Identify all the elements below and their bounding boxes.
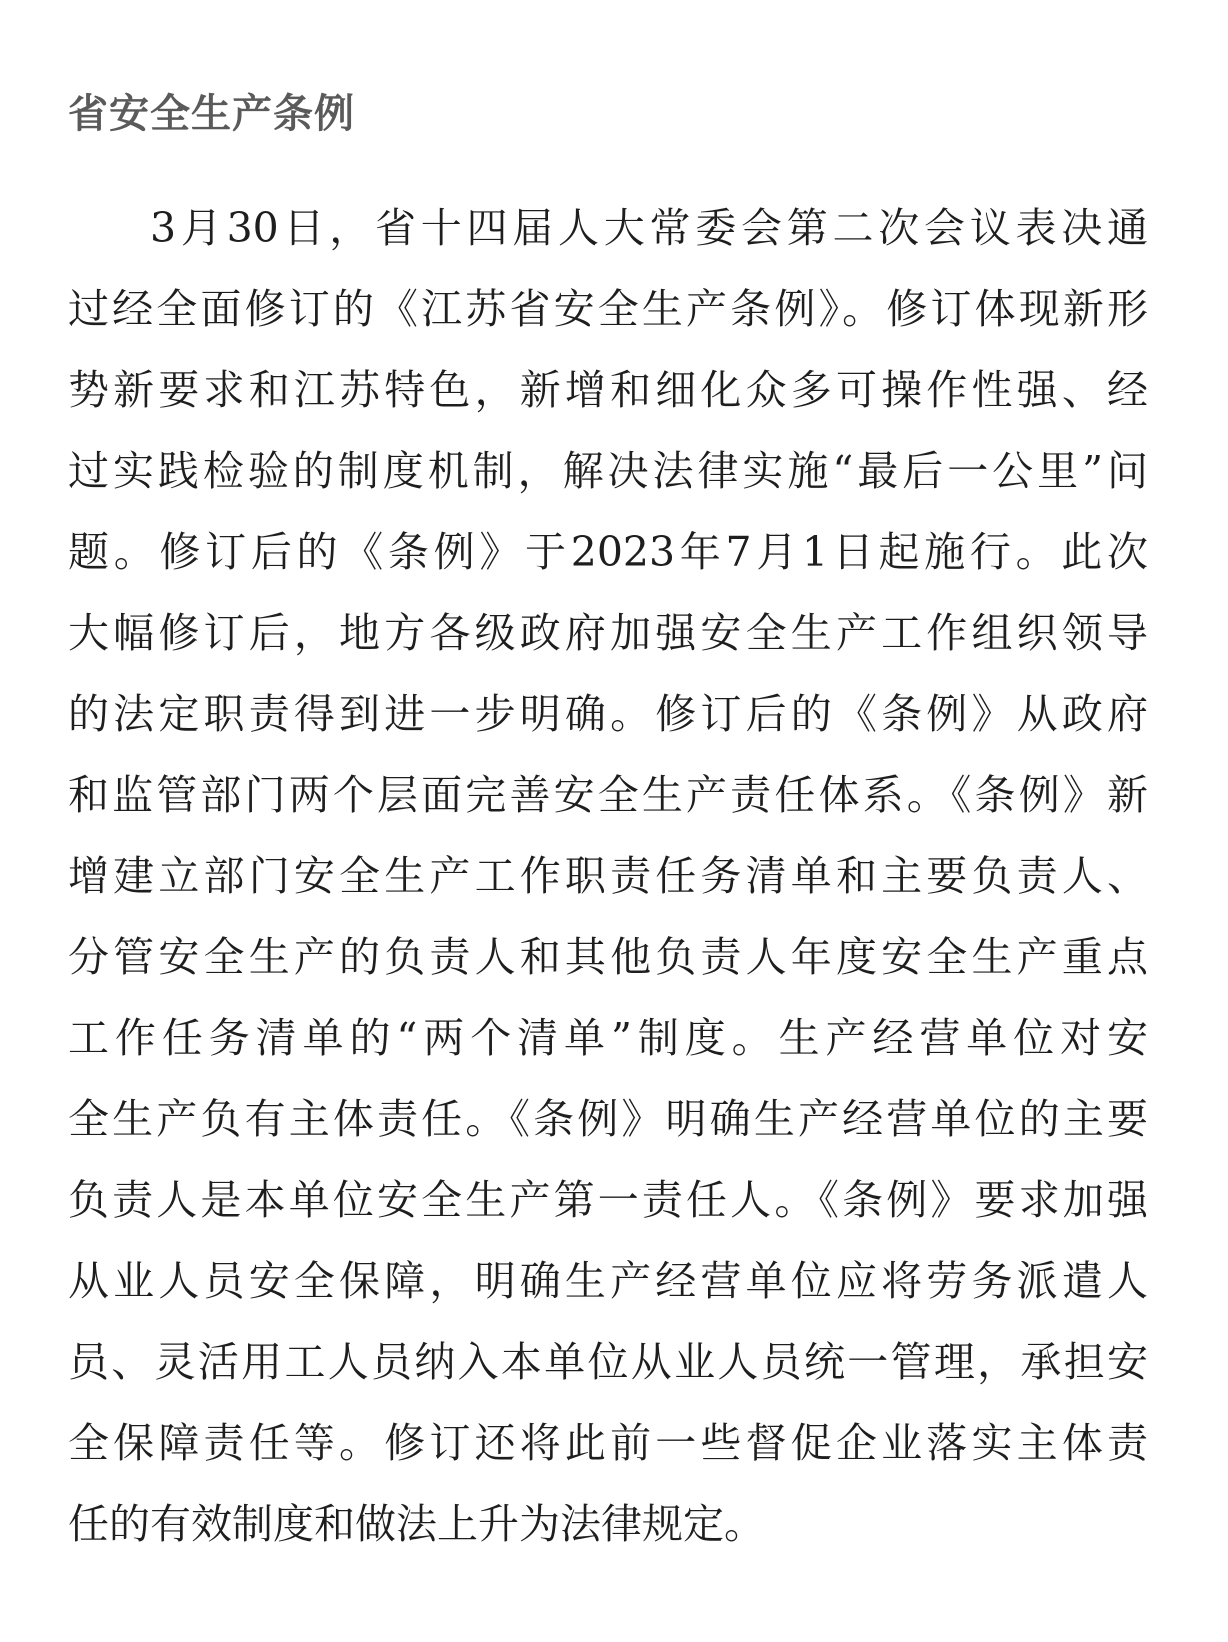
paragraph-line: 全保障责任等。修订还将此前一些督促企业落实主体责 <box>68 1419 1148 1467</box>
paragraph-line: 势新要求和江苏特色，新增和细化众多可操作性强、经 <box>68 366 1148 414</box>
paragraph-line: 大幅修订后，地方各级政府加强安全生产工作组织领导 <box>68 609 1148 657</box>
paragraph-line: 工作任务清单的“两个清单”制度。生产经营单位对安 <box>68 1014 1148 1062</box>
paragraph-line: 的法定职责得到进一步明确。修订后的《条例》从政府 <box>68 690 1148 738</box>
section-heading: 省安全生产条例 <box>68 90 355 137</box>
article-paragraph <box>68 188 1148 1565</box>
paragraph-line: 从业人员安全保障，明确生产经营单位应将劳务派遣人 <box>68 1257 1148 1305</box>
paragraph-line: 3月30日，省十四届人大常委会第二次会议表决通 <box>150 204 1148 252</box>
paragraph-line: 分管安全生产的负责人和其他负责人年度安全生产重点 <box>68 933 1148 981</box>
paragraph-line: 增建立部门安全生产工作职责任务清单和主要负责人、 <box>68 852 1148 900</box>
paragraph-line: 题。修订后的《条例》于2023年7月1日起施行。此次 <box>68 528 1148 576</box>
paragraph-line: 过实践检验的制度机制，解决法律实施“最后一公里”问 <box>68 447 1148 495</box>
paragraph-line: 员、灵活用工人员纳入本单位从业人员统一管理，承担安 <box>68 1338 1148 1386</box>
paragraph-line: 全生产负有主体责任。《条例》明确生产经营单位的主要 <box>68 1095 1148 1143</box>
paragraph-line: 过经全面修订的《江苏省安全生产条例》。修订体现新形 <box>68 285 1148 333</box>
paragraph-line: 任的有效制度和做法上升为法律规定。 <box>68 1500 765 1548</box>
paragraph-line: 和监管部门两个层面完善安全生产责任体系。《条例》新 <box>68 771 1148 819</box>
paragraph-line: 负责人是本单位安全生产第一责任人。《条例》要求加强 <box>68 1176 1148 1224</box>
